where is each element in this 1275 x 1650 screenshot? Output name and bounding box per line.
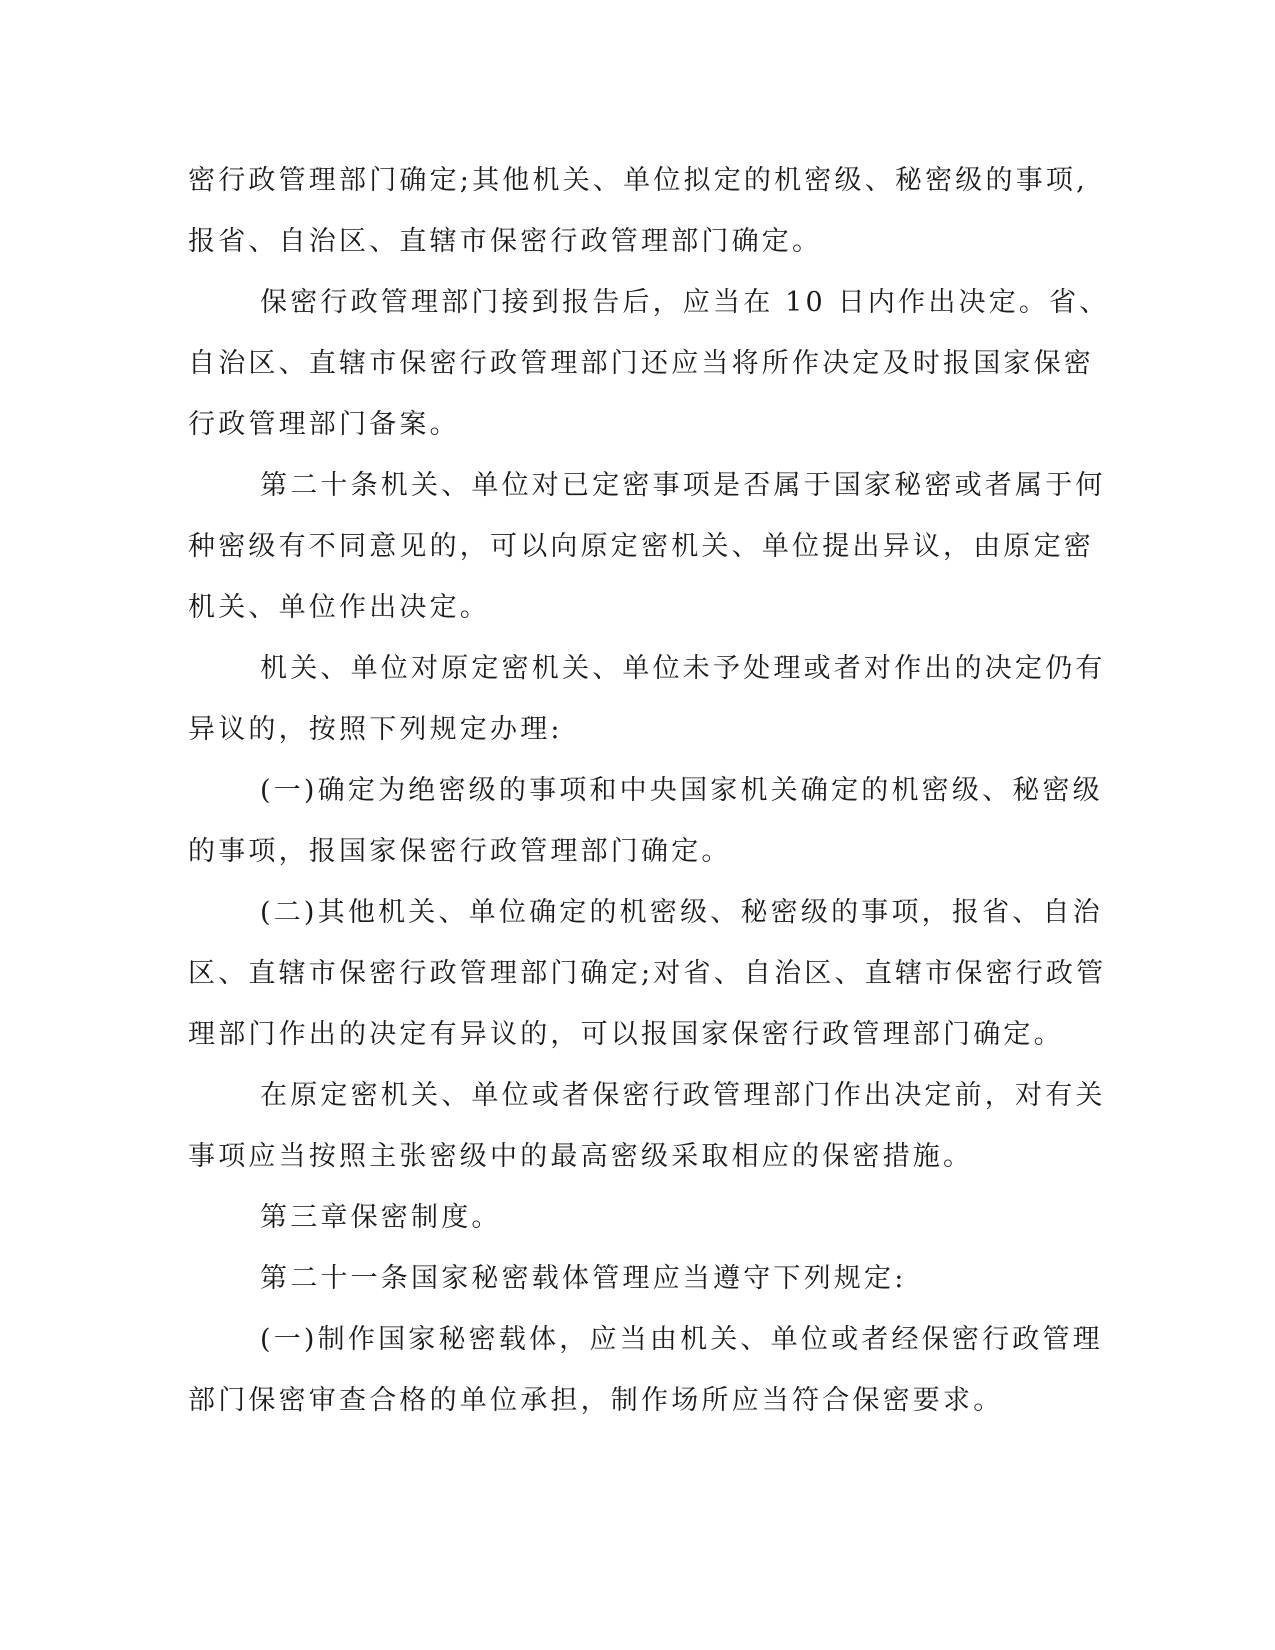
text-line: 异议的，按照下列规定办理: [188, 714, 563, 745]
text-line: 保密行政管理部门接到报告后，应当在 10 日内作出决定。省、 [260, 287, 1110, 318]
text-line: 第二十条机关、单位对已定密事项是否属于国家秘密或者属于何 [260, 470, 1106, 501]
text-line: 机关、单位作出决定。 [188, 592, 490, 623]
text-line: 理部门作出的决定有异议的，可以报国家保密行政管理部门确定。 [188, 1019, 1064, 1050]
text-line: 报省、自治区、直辖市保密行政管理部门确定。 [188, 226, 823, 257]
text-line: 部门保密审查合格的单位承担，制作场所应当符合保密要求。 [188, 1385, 1004, 1416]
text-line: 的事项，报国家保密行政管理部门确定。 [188, 836, 732, 867]
chapter-heading: 第三章保密制度。 [260, 1202, 502, 1233]
text-line: 第二十一条国家秘密载体管理应当遵守下列规定: [260, 1263, 907, 1294]
text-line: (一)制作国家秘密载体，应当由机关、单位或者经保密行政管理 [260, 1324, 1103, 1355]
text-line: 行政管理部门备案。 [188, 409, 460, 440]
text-line: (二)其他机关、单位确定的机密级、秘密级的事项，报省、自治 [260, 897, 1103, 928]
text-line: (一)确定为绝密级的事项和中央国家机关确定的机密级、秘密级 [260, 775, 1103, 806]
text-line: 密行政管理部门确定;其他机关、单位拟定的机密级、秘密级的事项, [188, 165, 1088, 196]
text-line: 区、直辖市保密行政管理部门确定;对省、自治区、直辖市保密行政管 [188, 958, 1107, 989]
document-page [188, 150, 1110, 1431]
text-line: 种密级有不同意见的，可以向原定密机关、单位提出异议，由原定密 [188, 531, 1094, 562]
text-line: 自治区、直辖市保密行政管理部门还应当将所作决定及时报国家保密 [188, 348, 1094, 379]
text-line: 事项应当按照主张密级中的最高密级采取相应的保密措施。 [188, 1141, 974, 1172]
text-line: 在原定密机关、单位或者保密行政管理部门作出决定前，对有关 [260, 1080, 1106, 1111]
text-line: 机关、单位对原定密机关、单位未予处理或者对作出的决定仍有 [260, 653, 1106, 684]
